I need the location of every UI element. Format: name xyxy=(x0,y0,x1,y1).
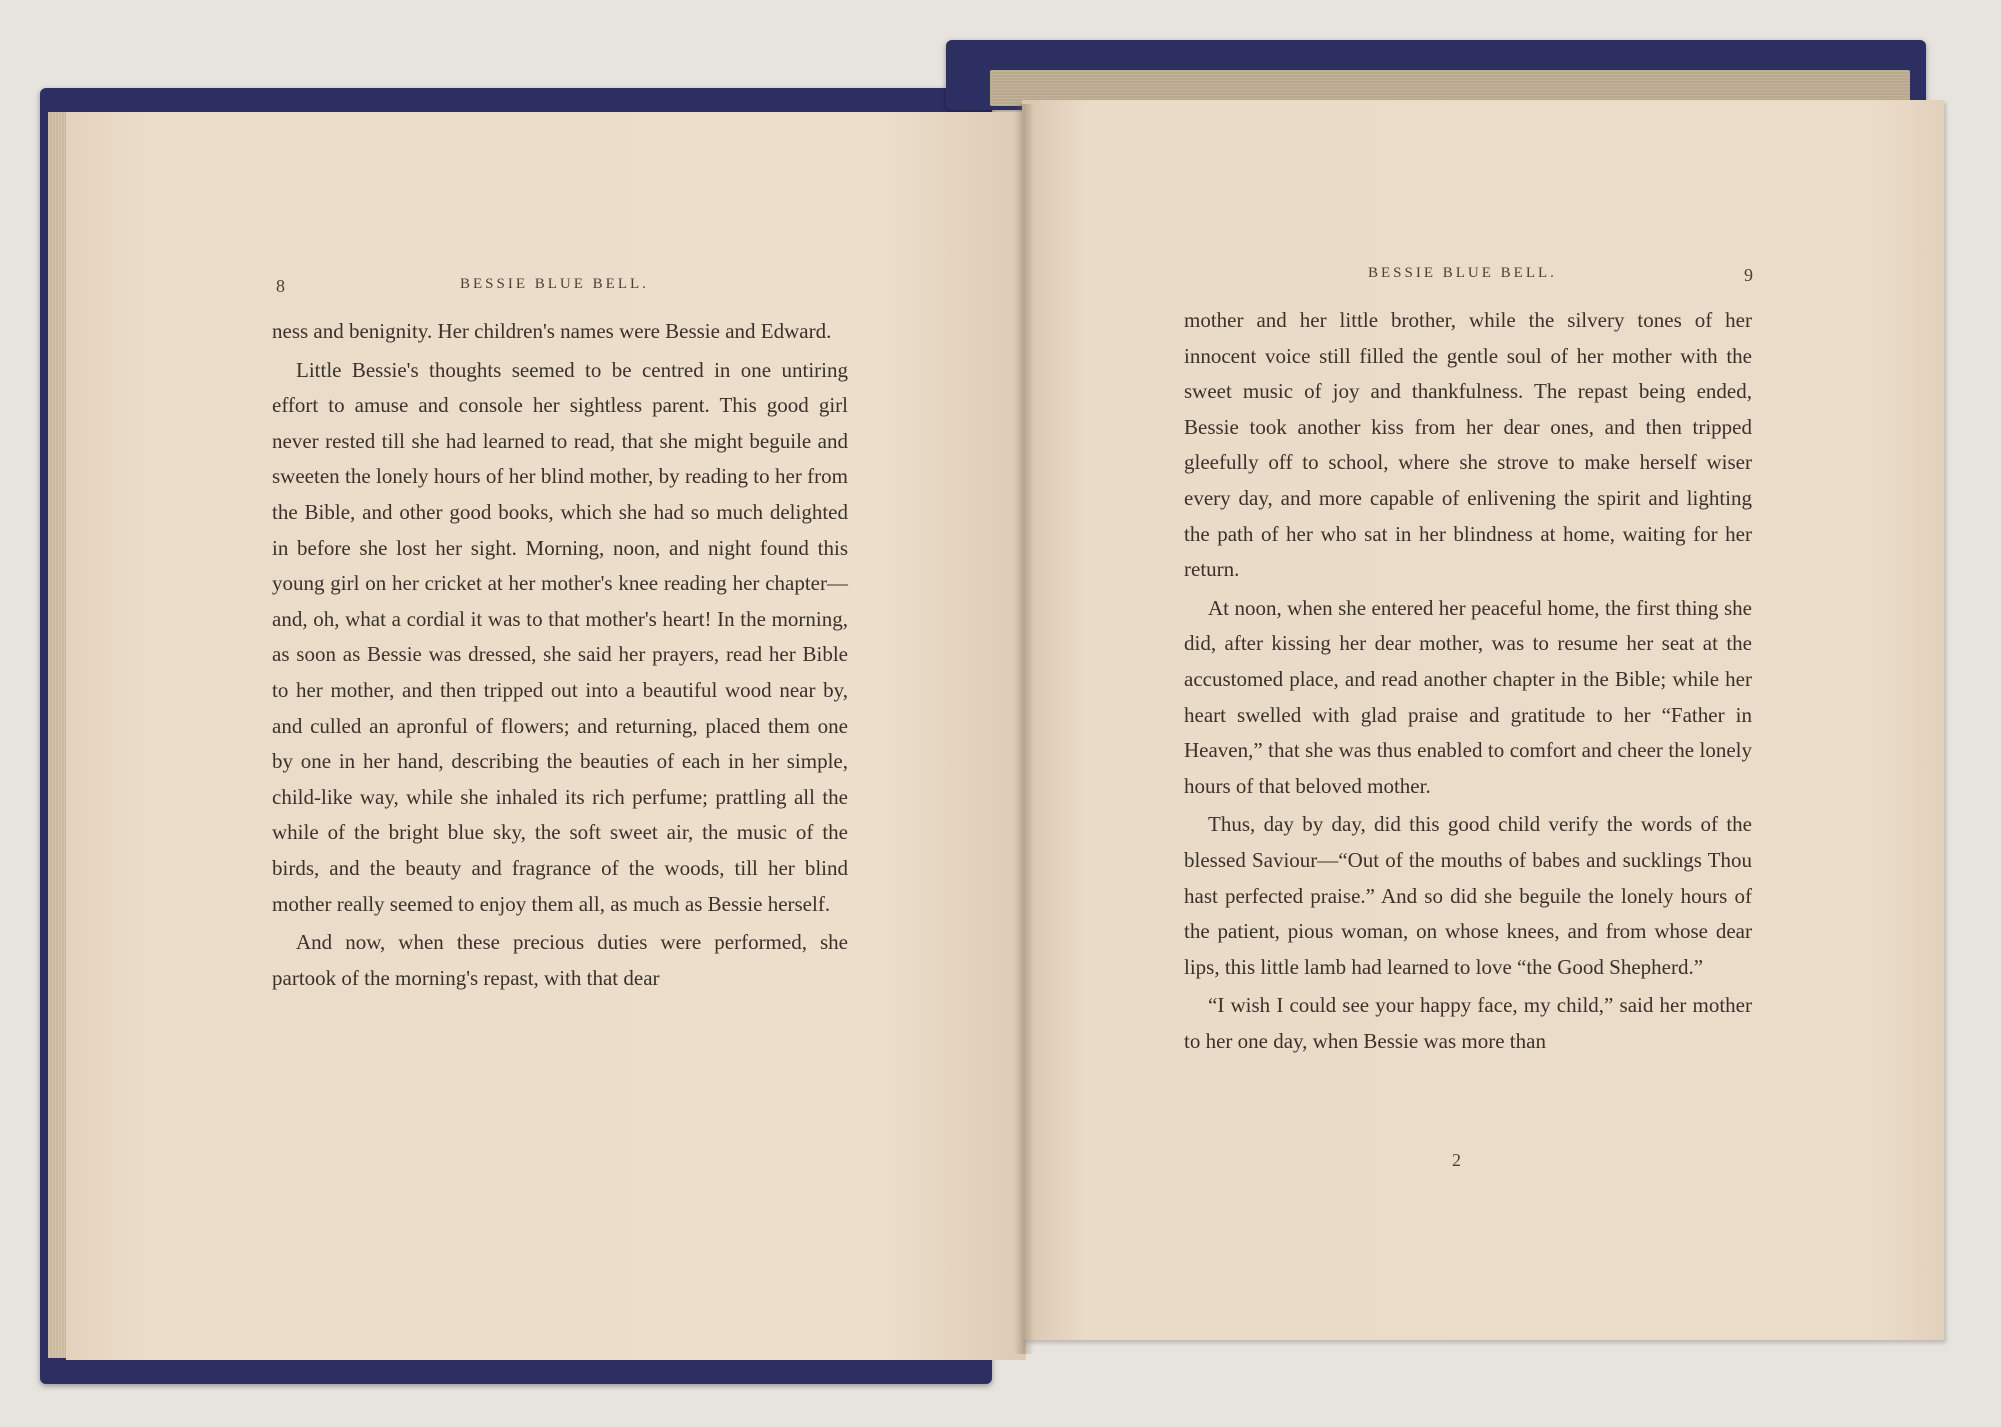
left-page-number: 8 xyxy=(276,276,285,296)
right-paragraph-1: mother and her little brother, while the silvery tones of her innocent voice still filled the gentle soul of her mother with the sweet music of joy and thankfulness. The repast being ended, Bessie took another kiss from her dear ones, and then tripped gleefully off to school, where she strove to make herself wiser every day, and more capable of enlivening the spirit and lighting the path of her who sat in her blindness at home, waiting for her return. xyxy=(1184,308,1752,582)
signature-mark: 2 xyxy=(1452,1150,1461,1170)
left-page-text xyxy=(272,314,848,996)
book-gutter xyxy=(1014,104,1034,1354)
right-page-number: 9 xyxy=(1744,265,1753,285)
left-paragraph-3: And now, when these precious duties were performed, she partook of the morning's repast, with that dear xyxy=(272,930,848,990)
right-page-text xyxy=(1184,303,1752,1059)
right-paragraph-2: At noon, when she entered her peaceful home, the first thing she did, after kissing her dear mother, was to resume her seat at the accustomed place, and read another chapter in the Bible; while her heart swelled with glad praise and gratitude to her “Father in Heaven,” that she was thus enabled to comfort and cheer the lonely hours of that beloved mother. xyxy=(1184,595,1752,798)
left-running-head: BESSIE BLUE BELL. xyxy=(460,276,649,292)
right-running-head: BESSIE BLUE BELL. xyxy=(1368,265,1557,281)
left-paragraph-1: ness and benignity. Her children's names were Bessie and Edward. xyxy=(272,319,832,343)
left-paragraph-2: Little Bessie's thoughts seemed to be centred in one untiring effort to amuse and console her sightless parent. This good girl never rested till she had learned to read, that she might beguile and sweeten the lonely hours of her blind mother, by reading to her from the Bible, and other good books, which she had so much delighted in before she lost her sight. Morning, noon, and night found this young girl on her cricket at her mother's knee reading her chapter—and, oh, what a cordial it was to that mother's heart! In the morning, as soon as Bessie was dressed, she said her prayers, read her Bible to her mother, and then tripped out into a beautiful wood near by, and culled an apronful of flowers; and returning, placed them one by one in her hand, describing the beauties of each in her simple, child-like way, while she inhaled its rich perfume; prattling all the while of the bright blue sky, the soft sweet air, the music of the birds, and the beauty and fragrance of the woods, till her blind mother really seemed to enjoy them all, as much as Bessie herself. xyxy=(272,357,848,916)
right-paragraph-4: “I wish I could see your happy face, my child,” said her mother to her one day, when Bessie was more than xyxy=(1184,993,1752,1053)
right-paragraph-3: Thus, day by day, did this good child verify the words of the blessed Saviour—“Out of the mouths of babes and sucklings Thou hast perfected praise.” And so did she beguile the lonely hours of the patient, pious woman, on whose knees, and from whose dear lips, this little lamb had learned to love “the Good Shepherd.” xyxy=(1184,812,1752,979)
